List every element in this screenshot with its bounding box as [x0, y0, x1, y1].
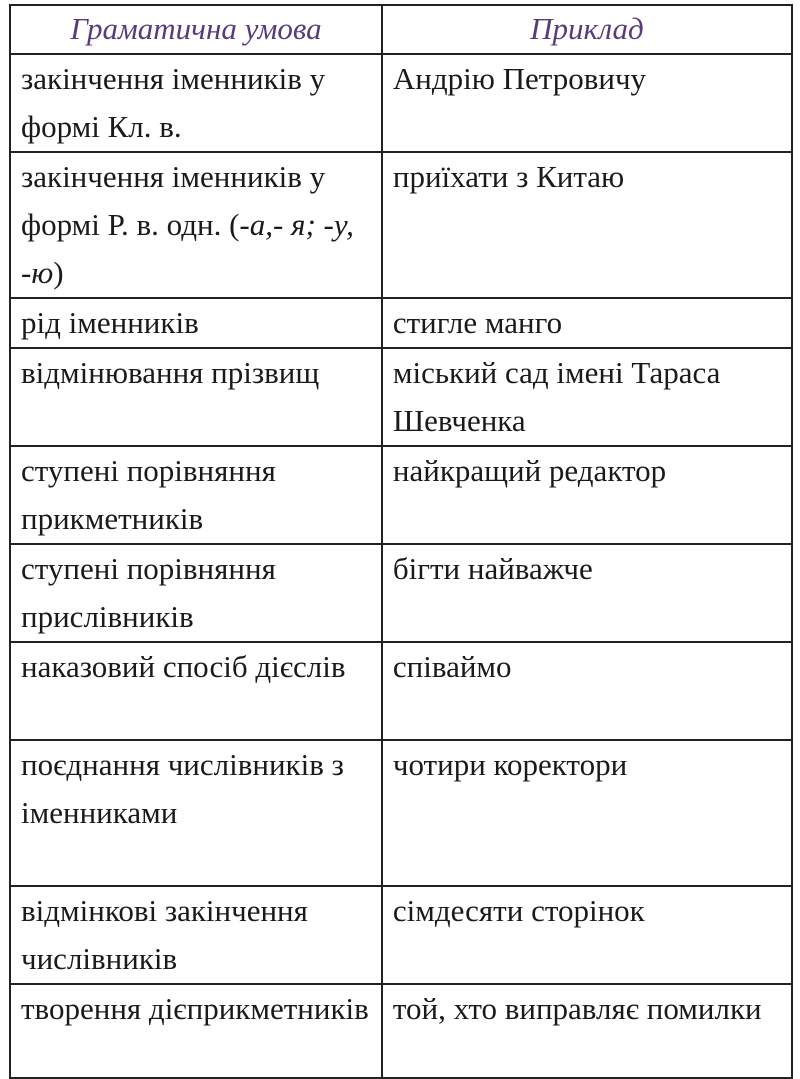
condition-cell: відмінкові закінчення числівників	[10, 886, 382, 984]
table-row	[10, 886, 792, 984]
condition-endings-italic: -а,- я; -у, -ю	[21, 207, 354, 290]
condition-cell: рід іменників	[10, 298, 382, 348]
grammar-table	[9, 4, 793, 1079]
table-row	[10, 446, 792, 544]
condition-text-end: )	[53, 255, 64, 290]
example-cell: той, хто виправляє помилки	[382, 984, 792, 1078]
table-row	[10, 740, 792, 886]
condition-cell: закінчення іменників у формі Кл. в.	[10, 54, 382, 152]
condition-cell: поєднання числівників з іменниками	[10, 740, 382, 886]
condition-cell: відмінювання прізвищ	[10, 348, 382, 446]
condition-cell: творення дієприкметників	[10, 984, 382, 1078]
condition-cell: ступені порівняння прикметників	[10, 446, 382, 544]
example-cell: чотири коректори	[382, 740, 792, 886]
table-row	[10, 298, 792, 348]
table-row	[10, 348, 792, 446]
example-cell: Андрію Петровичу	[382, 54, 792, 152]
condition-cell	[10, 152, 382, 298]
table-row	[10, 54, 792, 152]
example-cell: співаймо	[382, 642, 792, 740]
example-cell: міський сад імені Тараса Шевченка	[382, 348, 792, 446]
header-condition: Граматична умова	[10, 5, 382, 54]
table-row	[10, 152, 792, 298]
table-row	[10, 984, 792, 1078]
condition-cell: наказовий спосіб дієслів	[10, 642, 382, 740]
table-header-row	[10, 5, 792, 54]
example-cell: приїхати з Китаю	[382, 152, 792, 298]
table-row	[10, 544, 792, 642]
example-cell: стигле манго	[382, 298, 792, 348]
example-cell: найкращий редактор	[382, 446, 792, 544]
table-row	[10, 642, 792, 740]
example-cell: бігти найважче	[382, 544, 792, 642]
example-cell: сімдесяти сторінок	[382, 886, 792, 984]
condition-text: закінчення іменників у формі Р. в. одн. (	[21, 159, 326, 242]
condition-cell: ступені порівняння прислівників	[10, 544, 382, 642]
header-example: Приклад	[382, 5, 792, 54]
